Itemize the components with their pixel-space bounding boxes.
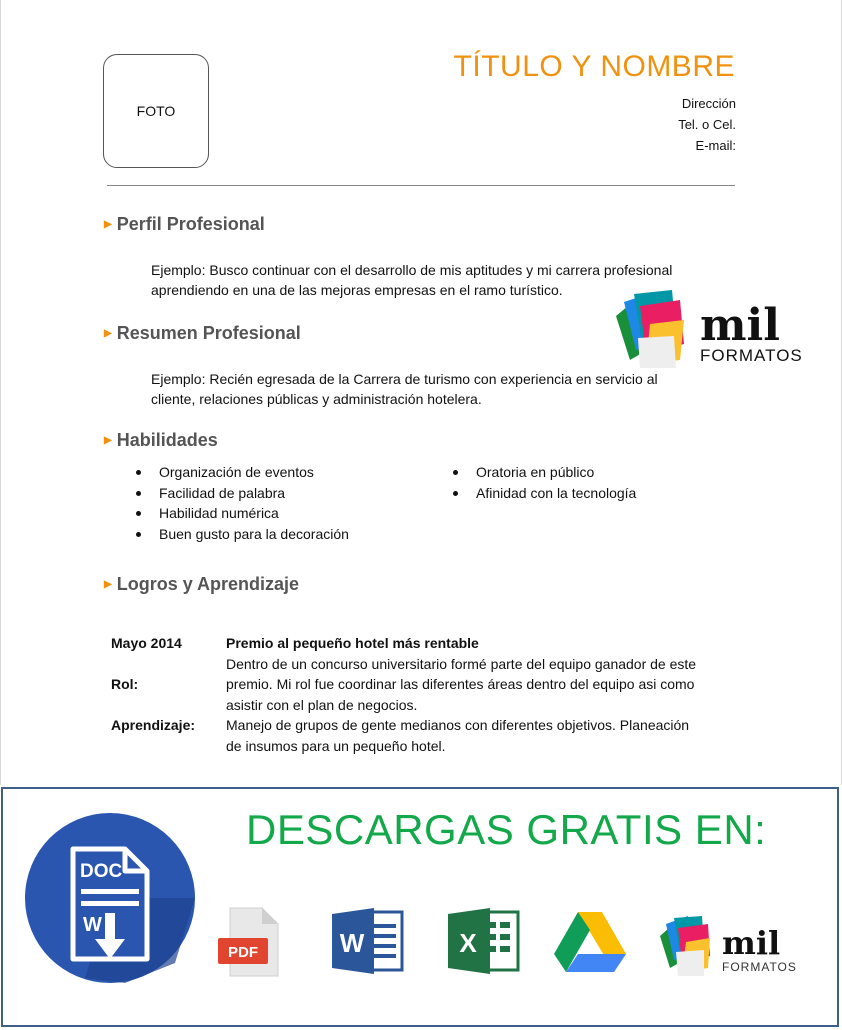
section-habilidades-heading: ▶ Habilidades [104,430,218,450]
pdf-icon[interactable] [216,906,284,980]
award-desc-3: asistir con el plan de negocios. [226,696,418,713]
section-perfil-heading: ▶ Perfil Profesional [104,214,265,234]
bullet-triangle-icon: ▶ [104,219,112,230]
award-title: Premio al pequeño hotel más rentable [226,635,479,651]
svg-text:X: X [459,928,477,958]
photo-label: FOTO [136,103,176,119]
bullet-triangle-icon: ▶ [104,579,112,590]
award-desc-1: Dentro de un concurso universitario formé parte del equipo ganador de este [226,655,697,672]
doc-download-icon[interactable] [25,813,195,983]
resumen-text: Ejemplo: Recién egresada de la Carrera de turismo con experiencia en servicio al cliente, relaciones públicas y administración hotelera. [151,371,658,407]
google-drive-icon[interactable] [552,910,628,974]
svg-text:mil: mil [722,924,781,962]
svg-text:FORMATOS: FORMATOS [722,960,797,974]
aprendizaje-1: Manejo de grupos de gente medianos con diferentes objetivos. Planeación [226,717,690,733]
svg-text:W: W [83,914,102,936]
section-resumen-heading: ▶ Resumen Profesional [104,323,301,343]
skills-list-1 [134,462,349,544]
list-item: Buen gusto para la decoración [134,524,349,545]
rol-label: Rol: [111,676,139,692]
excel-icon[interactable] [446,906,522,976]
milformatos-logo[interactable] [656,914,812,976]
header-divider [107,185,735,186]
list-item: Organización de eventos [134,462,349,483]
contact-block [678,93,736,156]
svg-text:DOC: DOC [80,861,123,882]
bullet-triangle-icon: ▶ [104,328,112,339]
resume-title: TÍTULO Y NOMBRE [453,50,735,83]
word-icon[interactable] [330,906,406,976]
milformatos-watermark-logo [610,288,820,368]
aprendizaje-label: Aprendizaje: [111,717,196,733]
aprendizaje-2: de insumos para un pequeño hotel. [226,737,446,754]
section-logros-heading: ▶ Logros y Aprendizaje [104,574,300,594]
contact-address: Dirección [681,96,736,111]
download-headline: DESCARGAS GRATIS EN: [246,806,767,853]
skills-list-2 [451,462,636,503]
perfil-text: Ejemplo: Busco continuar con el desarrollo de mis aptitudes y mi carrera profesional aprendiendo en una de las mejoras empresas en el ramo turístico. [151,262,673,298]
svg-text:mil: mil [700,300,780,351]
award-desc-2: premio. Mi rol fue coordinar las diferentes áreas dentro del equipo asi como [226,676,695,692]
list-item: Habilidad numérica [134,503,349,524]
contact-email: E-mail: [695,138,736,153]
svg-text:FORMATOS: FORMATOS [700,346,803,365]
date-label: Mayo 2014 [111,635,182,651]
list-item: Afinidad con la tecnología [451,483,636,504]
bullet-triangle-icon: ▶ [104,435,112,446]
photo-placeholder [103,54,209,168]
svg-text:W: W [339,928,365,958]
list-item: Facilidad de palabra [134,483,349,504]
list-item: Oratoria en público [451,462,636,483]
contact-phone: Tel. o Cel. [678,117,736,132]
svg-text:PDF: PDF [228,944,258,961]
